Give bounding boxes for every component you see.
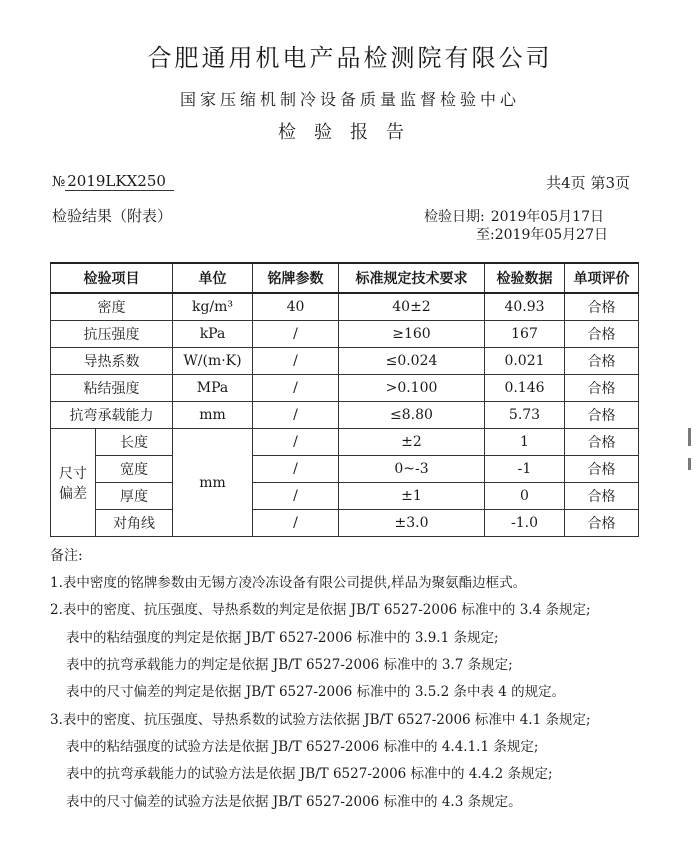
nameplate-cell: / bbox=[253, 402, 339, 429]
requirement-cell: ±1 bbox=[339, 483, 485, 510]
table-row bbox=[51, 456, 639, 483]
nameplate-cell: 40 bbox=[253, 293, 339, 321]
header-cell: 检验数据 bbox=[485, 263, 565, 293]
inspection-date-start bbox=[424, 206, 604, 226]
group-label-line2: 偏差 bbox=[59, 485, 87, 502]
number-sign: № bbox=[52, 174, 66, 190]
note-line: 2.表中的密度、抗压强度、导热系数的判定是依据 JB/T 6527-2006 标准中的 3.4 条规定; bbox=[50, 602, 591, 618]
sub-item-cell: 厚度 bbox=[96, 483, 173, 510]
note-line: 1.表中密度的铭牌参数由无锡方凌冷冻设备有限公司提供,样品为聚氨酯边框式。 bbox=[50, 575, 527, 591]
note-line: 表中的尺寸偏差的试验方法是依据 JB/T 6527-2006 标准中的 4.3 条规定。 bbox=[66, 794, 522, 810]
note-line: 表中的抗弯承载能力的判定是依据 JB/T 6527-2006 标准中的 3.7 条规定; bbox=[66, 657, 513, 673]
requirement-cell: 40±2 bbox=[339, 293, 485, 321]
note-line: 表中的粘结强度的试验方法是依据 JB/T 6527-2006 标准中的 4.4.1.1 条规定; bbox=[66, 739, 539, 755]
scan-edge-mark bbox=[688, 458, 691, 470]
nameplate-cell: / bbox=[253, 321, 339, 348]
unit-cell: kPa bbox=[173, 321, 253, 348]
note-line: 表中的抗弯承载能力的试验方法是依据 JB/T 6527-2006 标准中的 4.4.2 条规定; bbox=[66, 766, 553, 782]
group-unit-cell: mm bbox=[173, 429, 253, 537]
result-cell: 合格 bbox=[565, 429, 639, 456]
data-cell: 0.146 bbox=[485, 375, 565, 402]
note-line: 表中的尺寸偏差的判定是依据 JB/T 6527-2006 标准中的 3.5.2 条中表 4 的规定。 bbox=[66, 684, 566, 700]
item-cell: 粘结强度 bbox=[51, 375, 173, 402]
table-row bbox=[51, 429, 639, 456]
unit-cell: kg/m³ bbox=[173, 293, 253, 321]
section-title: 检验结果（附表） bbox=[52, 207, 173, 225]
requirement-cell: ±2 bbox=[339, 429, 485, 456]
nameplate-cell: / bbox=[253, 456, 339, 483]
item-cell: 密度 bbox=[51, 293, 173, 321]
data-cell: 167 bbox=[485, 321, 565, 348]
data-cell: -1.0 bbox=[485, 510, 565, 537]
sub-item-cell: 对角线 bbox=[96, 510, 173, 537]
date-to: 2019年05月27日 bbox=[494, 227, 608, 243]
report-number-value: 2019LKX250 bbox=[65, 172, 174, 191]
result-cell: 合格 bbox=[565, 402, 639, 429]
header-cell: 单项评价 bbox=[565, 263, 639, 293]
requirement-cell: 0~-3 bbox=[339, 456, 485, 483]
date-from: 2019年05月17日 bbox=[490, 209, 604, 225]
report-number bbox=[52, 172, 174, 190]
report-title: 检验报告 bbox=[278, 122, 422, 143]
result-cell: 合格 bbox=[565, 483, 639, 510]
result-cell: 合格 bbox=[565, 375, 639, 402]
notes-title: 备注: bbox=[50, 548, 83, 564]
result-cell: 合格 bbox=[565, 348, 639, 375]
table-row bbox=[51, 402, 639, 429]
header-cell: 标准规定技术要求 bbox=[339, 263, 485, 293]
sub-item-cell: 宽度 bbox=[96, 456, 173, 483]
table-row bbox=[51, 375, 639, 402]
inspection-date-end bbox=[424, 224, 608, 244]
data-cell: 0.021 bbox=[485, 348, 565, 375]
result-cell: 合格 bbox=[565, 510, 639, 537]
result-cell: 合格 bbox=[565, 293, 639, 321]
header-cell: 检验项目 bbox=[51, 263, 173, 293]
nameplate-cell: / bbox=[253, 429, 339, 456]
requirement-cell: ±3.0 bbox=[339, 510, 485, 537]
table-row bbox=[51, 348, 639, 375]
data-cell: 0 bbox=[485, 483, 565, 510]
table-row bbox=[51, 321, 639, 348]
page-info: 共4页 第3页 bbox=[546, 174, 630, 192]
table-row bbox=[51, 483, 639, 510]
note-line: 3.表中的密度、抗压强度、导热系数的试验方法依据 JB/T 6527-2006 标准中 4.1 条规定; bbox=[50, 712, 591, 728]
data-cell: 40.93 bbox=[485, 293, 565, 321]
date-to-prefix: 至: bbox=[476, 227, 495, 243]
unit-cell: MPa bbox=[173, 375, 253, 402]
date-label: 检验日期: bbox=[424, 209, 485, 225]
requirement-cell: ≤0.024 bbox=[339, 348, 485, 375]
center-name: 国家压缩机制冷设备质量监督检验中心 bbox=[179, 90, 520, 109]
requirement-cell: ≥160 bbox=[339, 321, 485, 348]
sub-item-cell: 长度 bbox=[96, 429, 173, 456]
nameplate-cell: / bbox=[253, 483, 339, 510]
unit-cell: W/(m·K) bbox=[173, 348, 253, 375]
header-cell: 铭牌参数 bbox=[253, 263, 339, 293]
group-label-line1: 尺寸 bbox=[59, 465, 87, 482]
requirement-cell: ≤8.80 bbox=[339, 402, 485, 429]
data-cell: -1 bbox=[485, 456, 565, 483]
table-row bbox=[51, 510, 639, 537]
item-cell: 抗压强度 bbox=[51, 321, 173, 348]
data-cell: 5.73 bbox=[485, 402, 565, 429]
unit-cell: mm bbox=[173, 402, 253, 429]
table-row bbox=[51, 293, 639, 321]
item-cell: 导热系数 bbox=[51, 348, 173, 375]
header-cell: 单位 bbox=[173, 263, 253, 293]
nameplate-cell: / bbox=[253, 375, 339, 402]
note-line: 表中的粘结强度的判定是依据 JB/T 6527-2006 标准中的 3.9.1 条规定; bbox=[66, 630, 499, 646]
requirement-cell: >0.100 bbox=[339, 375, 485, 402]
nameplate-cell: / bbox=[253, 510, 339, 537]
nameplate-cell: / bbox=[253, 348, 339, 375]
result-cell: 合格 bbox=[565, 321, 639, 348]
data-cell: 1 bbox=[485, 429, 565, 456]
scan-edge-mark bbox=[688, 428, 691, 446]
table-header-row bbox=[51, 263, 639, 293]
result-cell: 合格 bbox=[565, 456, 639, 483]
results-table bbox=[50, 262, 639, 537]
organization-name: 合肥通用机电产品检测院有限公司 bbox=[147, 44, 553, 72]
item-cell: 抗弯承载能力 bbox=[51, 402, 173, 429]
group-label-cell bbox=[51, 429, 96, 537]
